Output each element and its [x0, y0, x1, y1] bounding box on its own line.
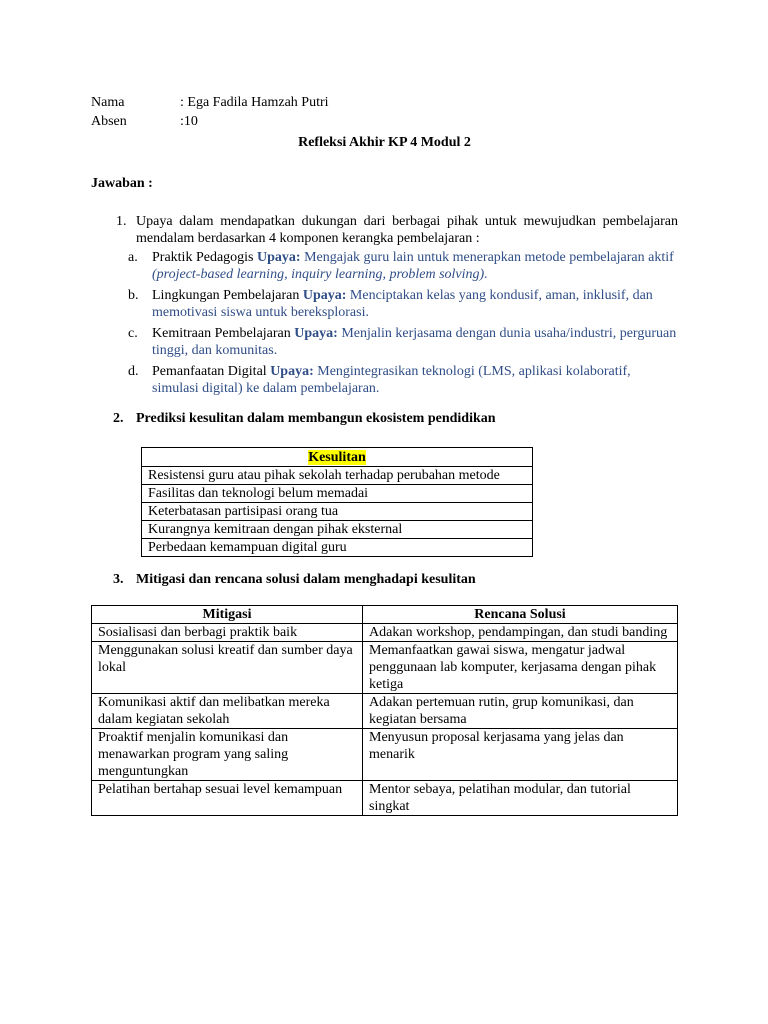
- list-item-letter: d.: [128, 364, 139, 379]
- list-item: [128, 287, 678, 321]
- upaya-text: Mengintegrasikan teknologi (LMS, aplikasi kolaboratif, simulasi digital) ke dalam pembelajaran.: [152, 364, 631, 396]
- document-page: [91, 93, 678, 816]
- question-1: [91, 213, 678, 247]
- list-item-topic: Praktik Pedagogis: [152, 250, 257, 265]
- mitigasi-cell: Komunikasi aktif dan melibatkan mereka dalam kegiatan sekolah: [92, 694, 363, 729]
- table-row: [92, 642, 678, 694]
- question-2-number: 2.: [113, 411, 124, 426]
- list-item-topic: Pemanfaatan Digital: [152, 364, 271, 379]
- upaya-text: Mengajak guru lain untuk menerapkan metode pembelajaran aktif: [300, 250, 674, 265]
- upaya-label: Upaya:: [257, 250, 301, 265]
- list-item-text: [152, 325, 678, 359]
- mitigasi-table: [91, 605, 678, 816]
- absen-row: [91, 112, 678, 131]
- absen-value: :10: [180, 114, 198, 129]
- mitigasi-cell: Menggunakan solusi kreatif dan sumber daya lokal: [92, 642, 363, 694]
- table-cell: Keterbatasan partisipasi orang tua: [142, 503, 533, 521]
- question-2-heading: [91, 409, 678, 428]
- question-1-text: Upaya dalam mendapatkan dukungan dari berbagai pihak untuk mewujudkan pembelajaran mendalam berdasarkan 4 komponen kerangka pembelajaran :: [136, 214, 678, 246]
- list-item-letter: b.: [128, 288, 139, 303]
- solusi-cell: Mentor sebaya, pelatihan modular, dan tutorial singkat: [363, 781, 678, 816]
- solusi-cell: Adakan workshop, pendampingan, dan studi banding: [363, 624, 678, 642]
- table-header-row: [142, 448, 533, 467]
- table-row: [142, 539, 533, 557]
- question-1-sublist: [128, 249, 678, 397]
- kesulitan-header: [142, 448, 533, 467]
- question-3-heading: [91, 570, 678, 589]
- mitigasi-header: Mitigasi: [92, 606, 363, 624]
- table-row: [142, 521, 533, 539]
- question-3-title: Mitigasi dan rencana solusi dalam menghadapi kesulitan: [136, 572, 476, 587]
- kesulitan-header-text: Kesulitan: [308, 450, 366, 465]
- list-item-text: [152, 363, 678, 397]
- name-label: Nama: [91, 95, 125, 110]
- table-row: [92, 729, 678, 781]
- question-1-number-wrap: [91, 213, 136, 247]
- name-value: : Ega Fadila Hamzah Putri: [180, 95, 329, 110]
- list-item: [128, 249, 678, 283]
- upaya-text: Menjalin kerjasama dengan dunia usaha/industri, perguruan tinggi, dan komunitas.: [152, 326, 677, 358]
- list-item: [128, 325, 678, 359]
- document-title: Refleksi Akhir KP 4 Modul 2: [298, 135, 471, 150]
- question-1-number: 1.: [116, 214, 127, 229]
- list-item-text: [152, 287, 678, 321]
- solusi-cell: Adakan pertemuan rutin, grup komunikasi, dan kegiatan bersama: [363, 694, 678, 729]
- mitigasi-cell: Pelatihan bertahap sesuai level kemampuan: [92, 781, 363, 816]
- question-3-number: 3.: [113, 572, 124, 587]
- table-cell: Perbedaan kemampuan digital guru: [142, 539, 533, 557]
- absen-label: Absen: [91, 114, 127, 129]
- solusi-cell: Memanfaatkan gawai siswa, mengatur jadwal penggunaan lab komputer, kerjasama dengan pihak ketiga: [363, 642, 678, 694]
- table-cell: Kurangnya kemitraan dengan pihak eksternal: [142, 521, 533, 539]
- upaya-label: Upaya:: [270, 364, 314, 379]
- upaya-label: Upaya:: [294, 326, 338, 341]
- list-item: [128, 363, 678, 397]
- list-item-letter: a.: [128, 250, 138, 265]
- upaya-text: Menciptakan kelas yang kondusif, aman, inklusif, dan memotivasi siswa untuk bereksplorasi.: [152, 288, 653, 320]
- table-row: [142, 467, 533, 485]
- table-cell: Fasilitas dan teknologi belum memadai: [142, 485, 533, 503]
- list-item-topic: Kemitraan Pembelajaran: [152, 326, 295, 341]
- list-item-topic: Lingkungan Pembelajaran: [152, 288, 303, 303]
- question-2-title: Prediksi kesulitan dalam membangun ekosistem pendidikan: [136, 411, 496, 426]
- list-item-letter: c.: [128, 326, 138, 341]
- list-item-text: [152, 249, 678, 283]
- table-cell: Resistensi guru atau pihak sekolah terhadap perubahan metode: [142, 467, 533, 485]
- mitigasi-cell: Sosialisasi dan berbagi praktik baik: [92, 624, 363, 642]
- upaya-italic: (project-based learning, inquiry learning, problem solving).: [152, 267, 488, 282]
- table-row: [92, 694, 678, 729]
- rencana-solusi-header: Rencana Solusi: [363, 606, 678, 624]
- table-header-row: [92, 606, 678, 624]
- name-row: [91, 93, 678, 112]
- upaya-label: Upaya:: [302, 288, 347, 303]
- table-row: [92, 781, 678, 816]
- table-row: [142, 485, 533, 503]
- jawaban-label: Jawaban :: [91, 176, 153, 191]
- table-row: [142, 503, 533, 521]
- question-3-number-wrap: [91, 570, 136, 589]
- table-row: [92, 624, 678, 642]
- question-2-number-wrap: [91, 409, 136, 428]
- solusi-cell: Menyusun proposal kerjasama yang jelas dan menarik: [363, 729, 678, 781]
- mitigasi-cell: Proaktif menjalin komunikasi dan menawarkan program yang saling menguntungkan: [92, 729, 363, 781]
- kesulitan-table: [141, 447, 533, 557]
